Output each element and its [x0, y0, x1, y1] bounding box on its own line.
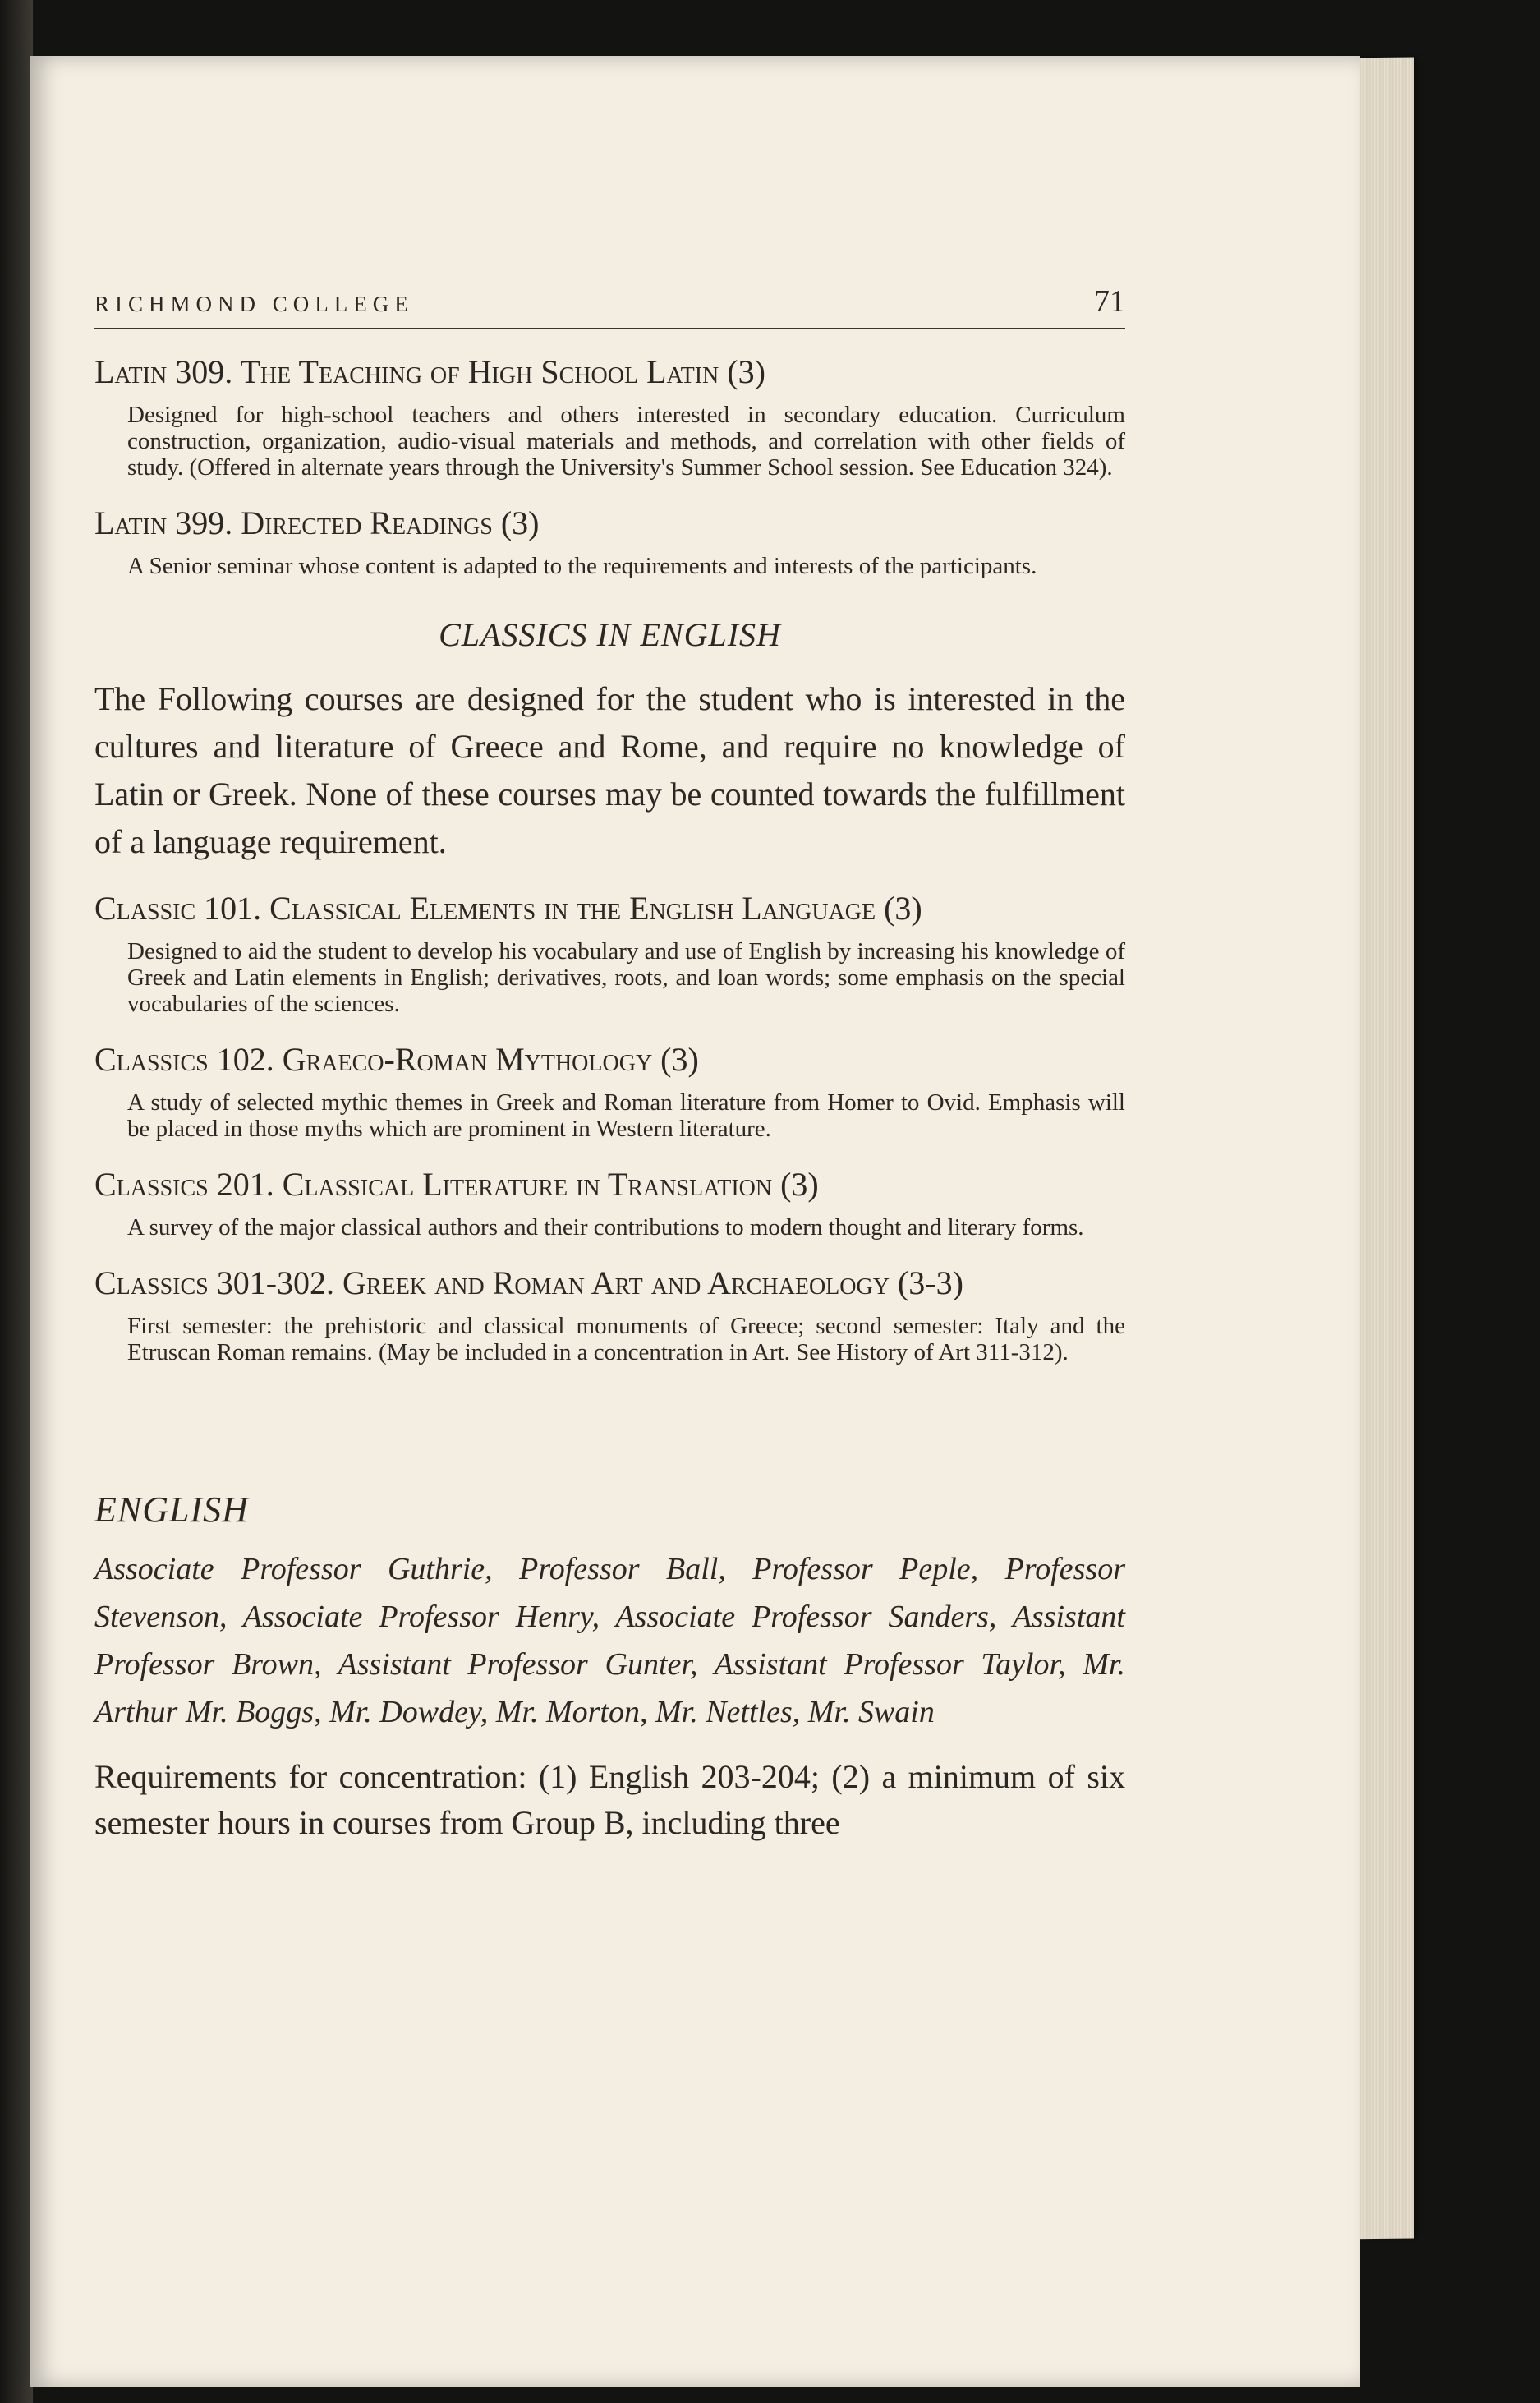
course-entry	[94, 887, 1125, 1017]
page-content	[94, 283, 1125, 1846]
section-heading-classics: CLASSICS IN ENGLISH	[439, 616, 781, 653]
course-description: A survey of the major classical authors and their contributions to modern thought and literary forms.	[127, 1214, 1084, 1241]
course-entry	[94, 1262, 1125, 1365]
course-description: Designed to aid the student to develop his vocabulary and use of English by increasing his knowledge of Greek and Latin elements in English; derivatives, roots, and loan words; some emphasis on the special vocabularies of the sciences.	[127, 938, 1125, 1017]
course-title: Classics 201. Classical Literature in Translation (3)	[94, 1166, 819, 1203]
course-title: Latin 399. Directed Readings (3)	[94, 504, 540, 541]
concentration-requirements: Requirements for concentration: (1) English 203-204; (2) a minimum of six semester hours in courses from Group B, including three	[94, 1758, 1125, 1841]
course-description: A study of selected mythic themes in Greek and Roman literature from Homer to Ovid. Emphasis will be placed in those myths which are prominent in Western literature.	[127, 1089, 1125, 1142]
classics-intro-paragraph: The Following courses are designed for the student who is interested in the cultures and literature of Greece and Rome, and require no knowledge of Latin or Greek. None of these courses may be counted towards the fulfillment of a language requirement.	[94, 680, 1125, 860]
course-entry	[94, 502, 1125, 579]
course-title: Classics 102. Graeco-Roman Mythology (3)	[94, 1041, 699, 1078]
course-title: Classics 301-302. Greek and Roman Art and Archaeology (3-3)	[94, 1264, 963, 1301]
course-description: A Senior seminar whose content is adapted to the requirements and interests of the participants.	[127, 553, 1037, 579]
course-description: Designed for high-school teachers and others interested in secondary education. Curriculum construction, organization, audio-visual materials and methods, and correlation with other fields of study. (Offered in alternate years through the University's Summer School session. See Education 324).	[127, 402, 1125, 481]
page-number: 71	[1094, 284, 1125, 319]
course-title: Classic 101. Classical Elements in the English Language (3)	[94, 890, 922, 927]
running-head-title: RICHMOND COLLEGE	[94, 292, 414, 316]
department-heading-english: ENGLISH	[94, 1489, 249, 1530]
course-entry	[94, 351, 1125, 481]
running-head	[94, 283, 1125, 329]
course-entry	[94, 1038, 1125, 1142]
faculty-list: Associate Professor Guthrie, Professor Ball, Professor Peple, Professor Stevenson, Associate Professor Henry, Associate Professor Sanders, Assistant Professor Brown, Assistant Professor Gunter, Assistant Professor Taylor, Mr. Arthur Mr. Boggs, Mr. Dowdey, Mr. Morton, Mr. Nettles, Mr. Swain	[94, 1552, 1125, 1729]
course-title: Latin 309. The Teaching of High School Latin (3)	[94, 353, 765, 390]
course-entry	[94, 1163, 1125, 1241]
course-description: First semester: the prehistoric and classical monuments of Greece; second semester: Italy and the Etruscan Roman remains. (May be included in a concentration in Art. See History of Art 311-312).	[127, 1313, 1125, 1365]
book-gutter-shadow	[0, 0, 33, 2403]
